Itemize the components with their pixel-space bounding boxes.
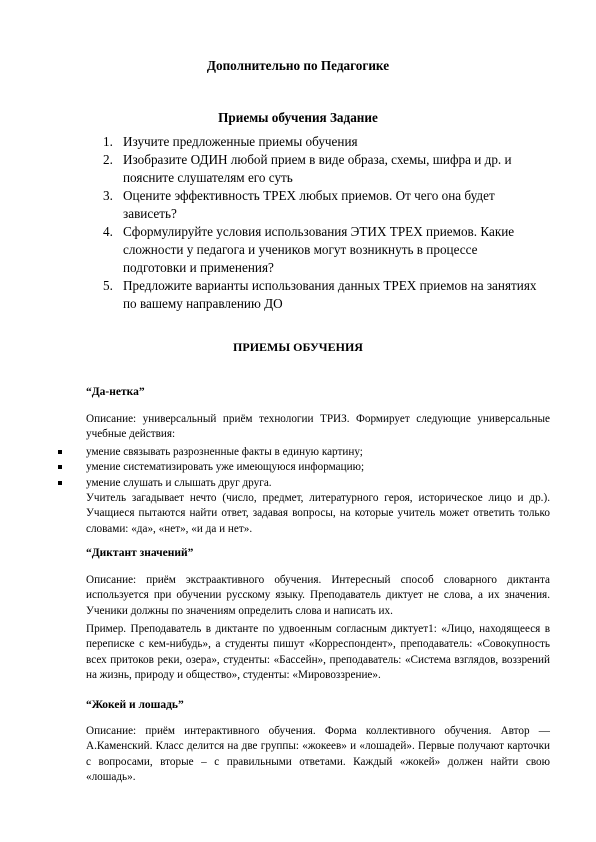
task-item: [0, 151, 540, 187]
method-example: Пример. Преподаватель в диктанте по удвоенным согласным диктует1: «Лицо, находящееся в переписке с кем-нибудь», а студенты пишут «Корреспондент», преподаватель: «Совокупность всех притоков реки, озера», студенты: «Бассейн», преподаватель: «Система взглядов, воззрений на жизнь, природу и общество», студенты: «Мировоззрение».: [86, 623, 550, 681]
task-text: Предложите варианты использования данных ТРЕХ приемов на занятиях по вашему направлению ДО: [123, 278, 537, 311]
task-item: [0, 223, 540, 277]
task-item: [0, 133, 540, 151]
document-title: Дополнительно по Педагогике: [206, 58, 390, 73]
task-text: Оцените эффективность ТРЕХ любых приемов. От чего она будет зависеть?: [123, 188, 495, 221]
assignment-title: Приемы обучения Задание: [218, 110, 378, 125]
method-title-jockey: “Жокей и лошадь”: [86, 699, 184, 711]
task-item: [0, 277, 540, 313]
task-number: 4.: [103, 224, 113, 239]
task-number: 3.: [103, 188, 113, 203]
method-explanation: Учитель загадывает нечто (число, предмет, литературного героя, историческое лицо и др.). Учащиеся пытаются найти ответ, задавая вопросы, на которые учитель может ответить только словами: «да», «нет», «и да и нет».: [86, 492, 550, 535]
bullet-item: [0, 476, 560, 491]
task-text: Сформулируйте условия использования ЭТИХ ТРЕХ приемов. Какие сложности у педагога и учеников могут возникнуть в процессе подготовки и применения?: [123, 224, 515, 275]
method-title-da-netka: “Да-нетка”: [86, 386, 145, 398]
task-text: Изобразите ОДИН любой прием в виде образа, схемы, шифра и др. и поясните слушателям его суть: [123, 152, 512, 185]
task-list: [0, 133, 540, 313]
task-number: 2.: [103, 152, 113, 167]
bullet-marker: [58, 450, 62, 454]
skills-bullet-list: [0, 445, 560, 491]
task-number: 5.: [103, 278, 113, 293]
bullet-text: умение систематизировать уже имеющуюся информацию;: [86, 461, 365, 474]
bullet-text: умение связывать разрозненные факты в единую картину;: [86, 446, 363, 458]
bullet-item: [0, 445, 560, 460]
bullet-marker: [58, 481, 62, 485]
bullet-text: умение слушать и слышать друг друга.: [86, 476, 272, 489]
method-title-diktant: “Диктант значений”: [86, 547, 194, 559]
section-title: ПРИЕМЫ ОБУЧЕНИЯ: [233, 340, 363, 354]
method-description: Описание: приём экстраактивного обучения. Интересный способ словарного диктанта используется при обучении русскому языку. Преподаватель диктует не слова, а их значения. Ученики должны по значениям определить слова и написать их.: [86, 574, 550, 617]
task-number: 1.: [103, 134, 113, 149]
bullet-marker: [58, 465, 62, 469]
bullet-item: [0, 460, 560, 475]
task-text: Изучите предложенные приемы обучения: [123, 134, 358, 149]
method-description: Описание: приём интерактивного обучения. Форма коллективного обучения. Автор — А.Каменский. Класс делится на две группы: «жокеев» и «лошадей». Первые получают карточки с вопросами, вторые – с правильными ответами. Каждый «жокей» должен найти свою «лошадь».: [86, 725, 550, 783]
method-description: Описание: универсальный приём технологии ТРИЗ. Формирует следующие универсальные учебные действия:: [86, 413, 550, 441]
task-item: [0, 187, 540, 223]
